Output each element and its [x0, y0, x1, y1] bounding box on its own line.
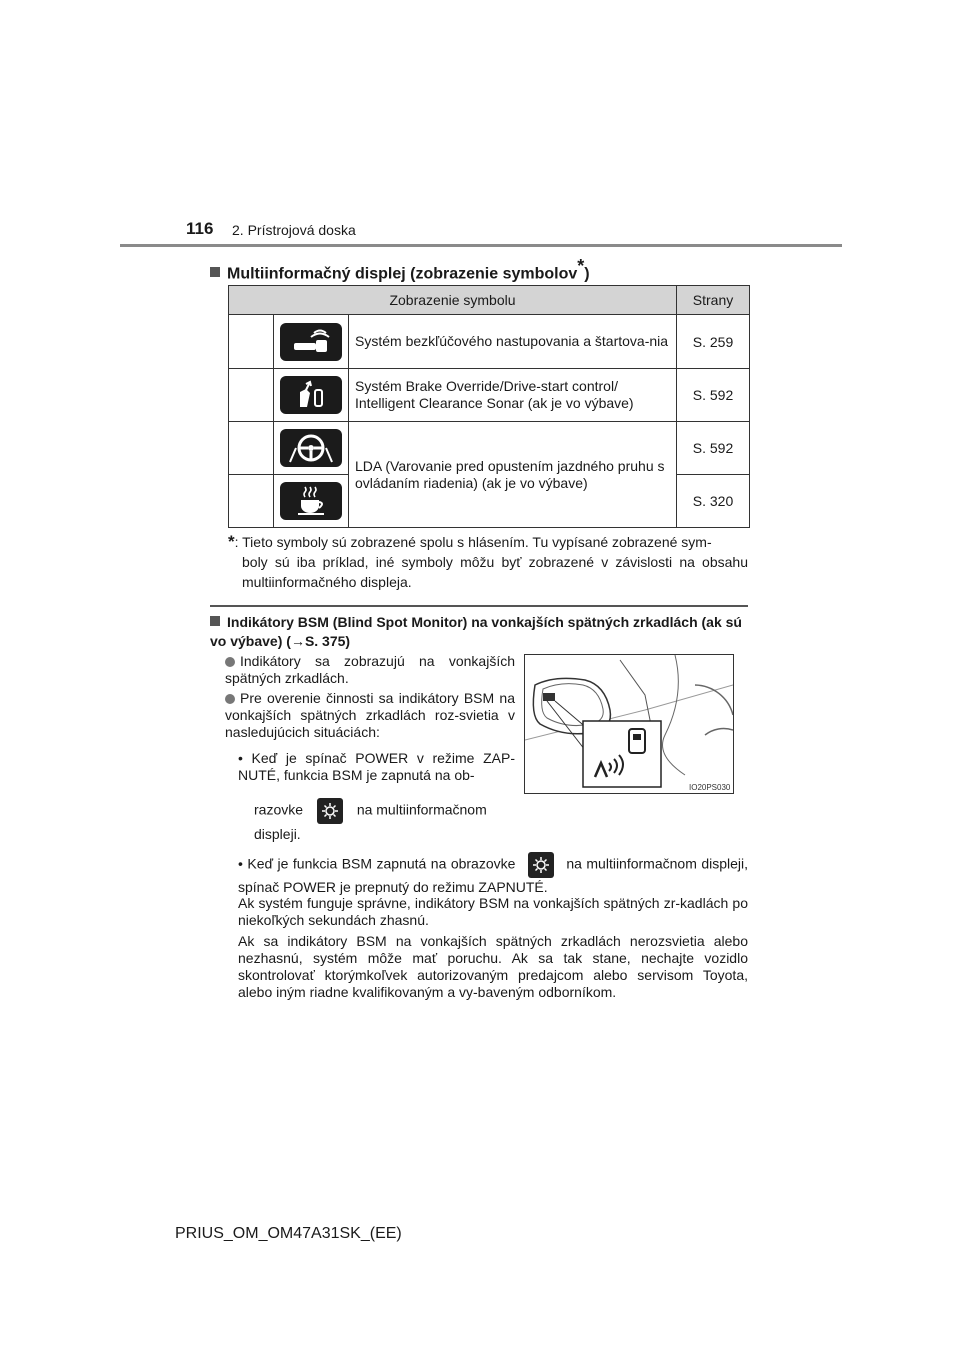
paragraph: Ak systém funguje správne, indikátory BSM na vonkajších spätných zr-kadlách po niekoľkých sekundách zhasnú.	[238, 895, 748, 928]
round-bullet-icon	[225, 657, 235, 667]
sub-item: • Keď je spínač POWER v režime ZAP-NUTÉ, funkcia BSM je zapnutá na ob-	[238, 750, 515, 783]
footnote: *: Tieto symboly sú zobrazené spolu s hlásením. Tu vypísané zobrazené sym- boly sú iba príklad, iné symboly môžu byť zobrazené v závislosti na obsahu multiinformačného displeja.	[228, 532, 748, 590]
coffee-cup-icon	[280, 482, 342, 520]
list-item: Indikátory sa zobrazujú na vonkajších spätných zrkadlách.	[225, 653, 515, 686]
brake-override-icon	[280, 376, 342, 414]
bsm-settings-icon	[317, 798, 343, 824]
bsm-settings-icon	[528, 852, 554, 878]
square-bullet-icon	[210, 616, 220, 626]
table-row: LDA (Varovanie pred opustením jazdného pruhu s ovládaním riadenia) (ak je vo výbave) S. 592	[229, 422, 750, 475]
col-pages-header: Strany	[677, 286, 750, 315]
paragraph: Ak sa indikátory BSM na vonkajších spätných zrkadlách nerozsvietia alebo nezhasnú, systém môže mať poruchu. Ak sa tak stane, nechajte vozidlo skontrolovať ktorýmkoľvek autorizovaným predajcom alebo servisom Toyota, alebo iným riadne kvalifikovaným a vy-baveným odborníkom.	[238, 933, 748, 1000]
lane-departure-icon	[280, 429, 342, 467]
table-row: Systém bezkľúčového nastupovania a štartova-nia S. 259	[229, 315, 750, 369]
page-number: 116	[186, 219, 214, 238]
round-bullet-icon	[225, 694, 235, 704]
header-divider	[120, 244, 842, 247]
table-row: S. 320	[229, 475, 750, 528]
section-title-symbols: Multiinformačný displej (zobrazenie symbolov*)	[210, 256, 590, 283]
chapter-title: 2. Prístrojová doska	[232, 222, 356, 238]
symbol-table	[228, 285, 750, 528]
illustration-code: IO20PS030	[689, 783, 731, 792]
table-row: Systém Brake Override/Drive-start control/ Intelligent Clearance Sonar (ak je vo výbave) S. 592	[229, 369, 750, 422]
sub-item-continuation: razovke na multiinformačnom displeji.	[254, 798, 515, 844]
col-symbol-header: Zobrazenie symbolu	[229, 286, 677, 315]
document-id: PRIUS_OM_OM47A31SK_(EE)	[175, 1225, 402, 1242]
section-divider	[210, 605, 748, 607]
list-item: Pre overenie činnosti sa indikátory BSM na vonkajších spätných zrkadlách roz-svietia v nasledujúcich situáciách:	[225, 690, 515, 740]
section-title-bsm: Indikátory BSM (Blind Spot Monitor) na vonkajších spätných zrkadlách (ak sú vo výbave) (→S. 375)	[210, 614, 742, 649]
smart-key-icon	[280, 323, 342, 361]
square-bullet-icon	[210, 267, 220, 277]
mirror-illustration	[524, 654, 734, 794]
table-header-row	[229, 286, 750, 315]
sub-item: • Keď je funkcia BSM zapnutá na obrazovke na multiinformačnom displeji, spínač POWER je prepnutý do režimu ZAPNUTÉ.	[238, 852, 748, 897]
